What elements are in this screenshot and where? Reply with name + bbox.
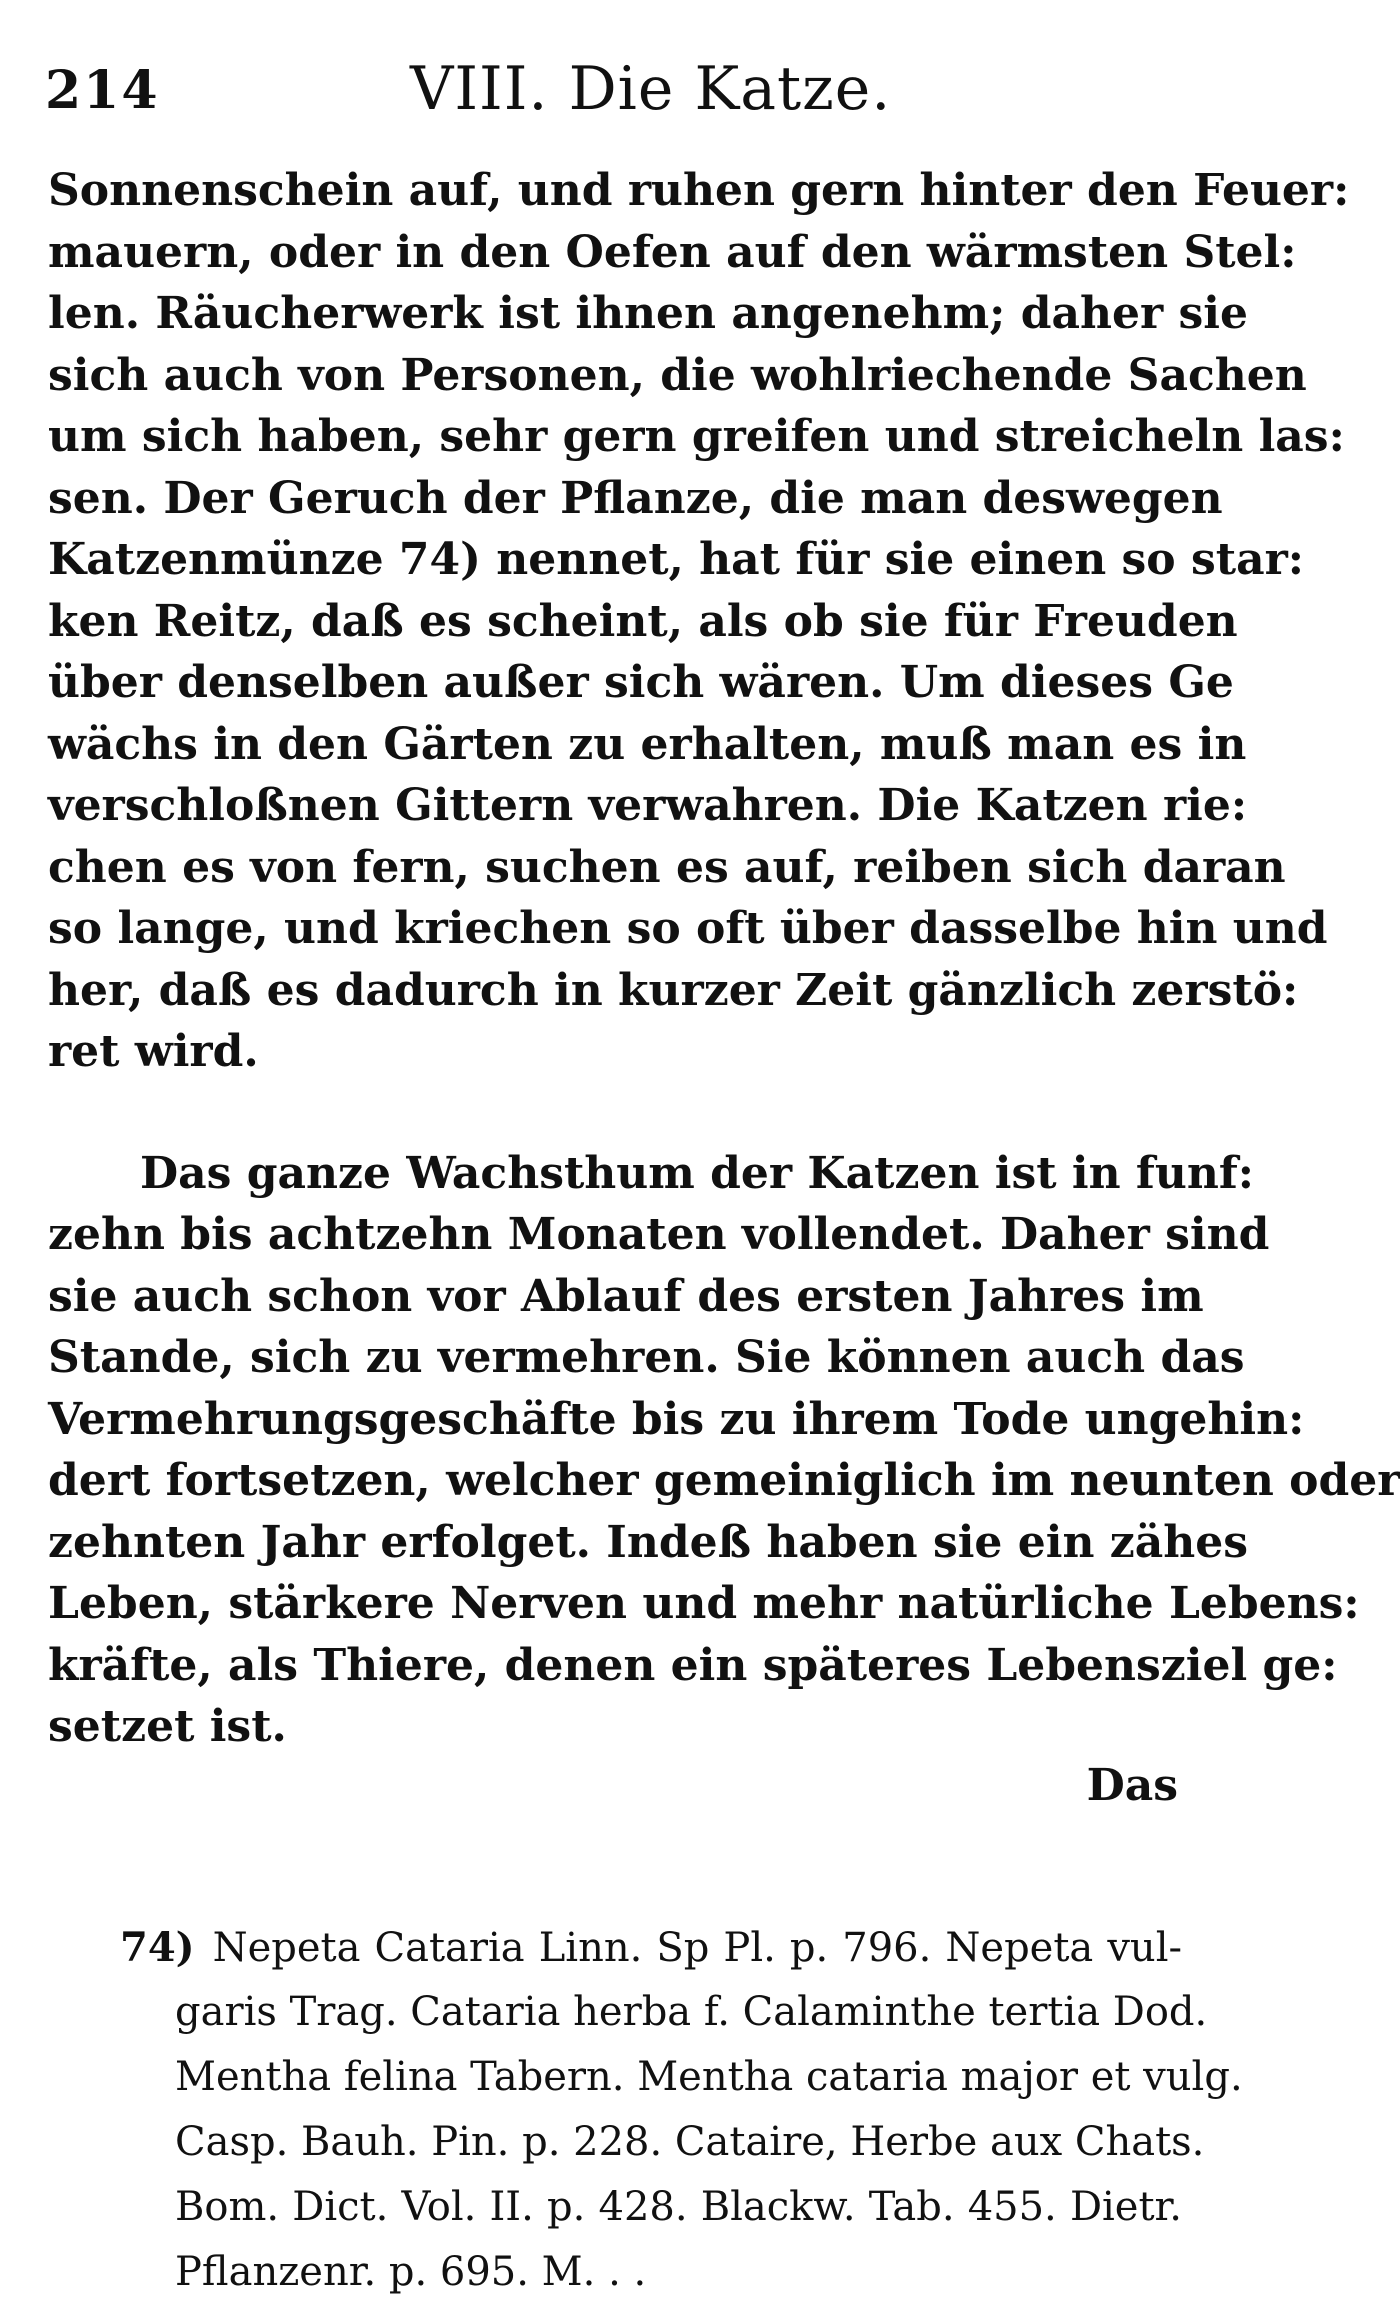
text-line: Das ganze Wachsthum der Katzen ist in funf: bbox=[140, 1147, 1255, 1199]
text-line: Leben, stärkere Nerven und mehr natürliche Lebens: bbox=[48, 1578, 1360, 1629]
footnote-marker: 74) bbox=[120, 1924, 195, 1971]
text-line: verschloßnen Gittern verwahren. Die Katzen rie: bbox=[48, 780, 1248, 831]
catchword: Das bbox=[1086, 1760, 1178, 1811]
text-line: Stande, sich zu vermehren. Sie können auch das bbox=[48, 1332, 1245, 1383]
text-line: sie auch schon vor Ablauf des ersten Jahres im bbox=[48, 1270, 1204, 1322]
text-line: ken Reitz, daß es scheint, als ob sie für Freuden bbox=[48, 595, 1238, 647]
text-line: zehnten Jahr erfolget. Indeß haben sie ein zähes bbox=[48, 1516, 1249, 1568]
body-text bbox=[48, 160, 1400, 1758]
footnote-line: Bom. Dict. Vol. II. p. 428. Blackw. Tab. 455. Dietr. bbox=[175, 2184, 1182, 2230]
footnote-text: Nepeta Cataria Linn. Sp Pl. p. 796. Nepeta vul- bbox=[212, 1925, 1182, 1971]
footnote-line: Mentha felina Tabern. Mentha cataria major et vulg. bbox=[175, 2054, 1243, 2100]
text-line: chen es von fern, suchen es auf, reiben sich daran bbox=[48, 841, 1286, 893]
text-line: sen. Der Geruch der Pflanze, die man deswegen bbox=[48, 472, 1223, 524]
footnote-line: Casp. Bauh. Pin. p. 228. Cataire, Herbe aux Chats. bbox=[175, 2119, 1205, 2165]
text-line: über denselben außer sich wären. Um dieses Ge bbox=[48, 657, 1234, 708]
text-line: setzet ist. bbox=[48, 1701, 287, 1752]
text-line: her, daß es dadurch in kurzer Zeit gänzlich zerstö: bbox=[48, 964, 1299, 1016]
page-number: 214 bbox=[45, 60, 160, 121]
text-line: zehn bis achtzehn Monaten vollendet. Daher sind bbox=[48, 1209, 1270, 1260]
running-head: VIII. Die Katze. bbox=[410, 54, 892, 124]
footnote-line: garis Trag. Cataria herba f. Calaminthe tertia Dod. bbox=[175, 1989, 1208, 2035]
text-line: Vermehrungsgeschäfte bis zu ihrem Tode ungehin: bbox=[48, 1393, 1305, 1445]
text-line: Katzenmünze 74) nennet, hat für sie einen so star: bbox=[48, 534, 1304, 585]
text-line: dert fortsetzen, welcher gemeiniglich im neunten oder bbox=[48, 1455, 1400, 1506]
text-line: len. Räucherwerk ist ihnen angenehm; daher sie bbox=[48, 288, 1248, 339]
text-line: um sich haben, sehr gern greifen und streicheln las: bbox=[48, 411, 1345, 462]
text-line: mauern, oder in den Oefen auf den wärmsten Stel: bbox=[48, 226, 1297, 278]
text-line: sich auch von Personen, die wohlriechende Sachen bbox=[48, 349, 1307, 401]
paragraph-2 bbox=[48, 1143, 1400, 1758]
text-line: kräfte, als Thiere, denen ein späteres Lebensziel ge: bbox=[48, 1639, 1338, 1691]
page-header bbox=[45, 40, 1185, 130]
footnote-line: Pflanzenr. p. 695. M. . . bbox=[175, 2249, 647, 2295]
text-line: Sonnenschein auf, und ruhen gern hinter den Feuer: bbox=[48, 165, 1350, 216]
text-line: ret wird. bbox=[48, 1026, 259, 1077]
paragraph-gap bbox=[48, 1083, 1178, 1143]
paragraph-1 bbox=[48, 160, 1350, 1083]
text-line: wächs in den Gärten zu erhalten, muß man es in bbox=[48, 718, 1247, 770]
footnote-line bbox=[120, 1915, 1182, 1980]
text-line: so lange, und kriechen so oft über dasselbe hin und bbox=[48, 903, 1328, 954]
footnote bbox=[120, 1915, 1243, 2305]
